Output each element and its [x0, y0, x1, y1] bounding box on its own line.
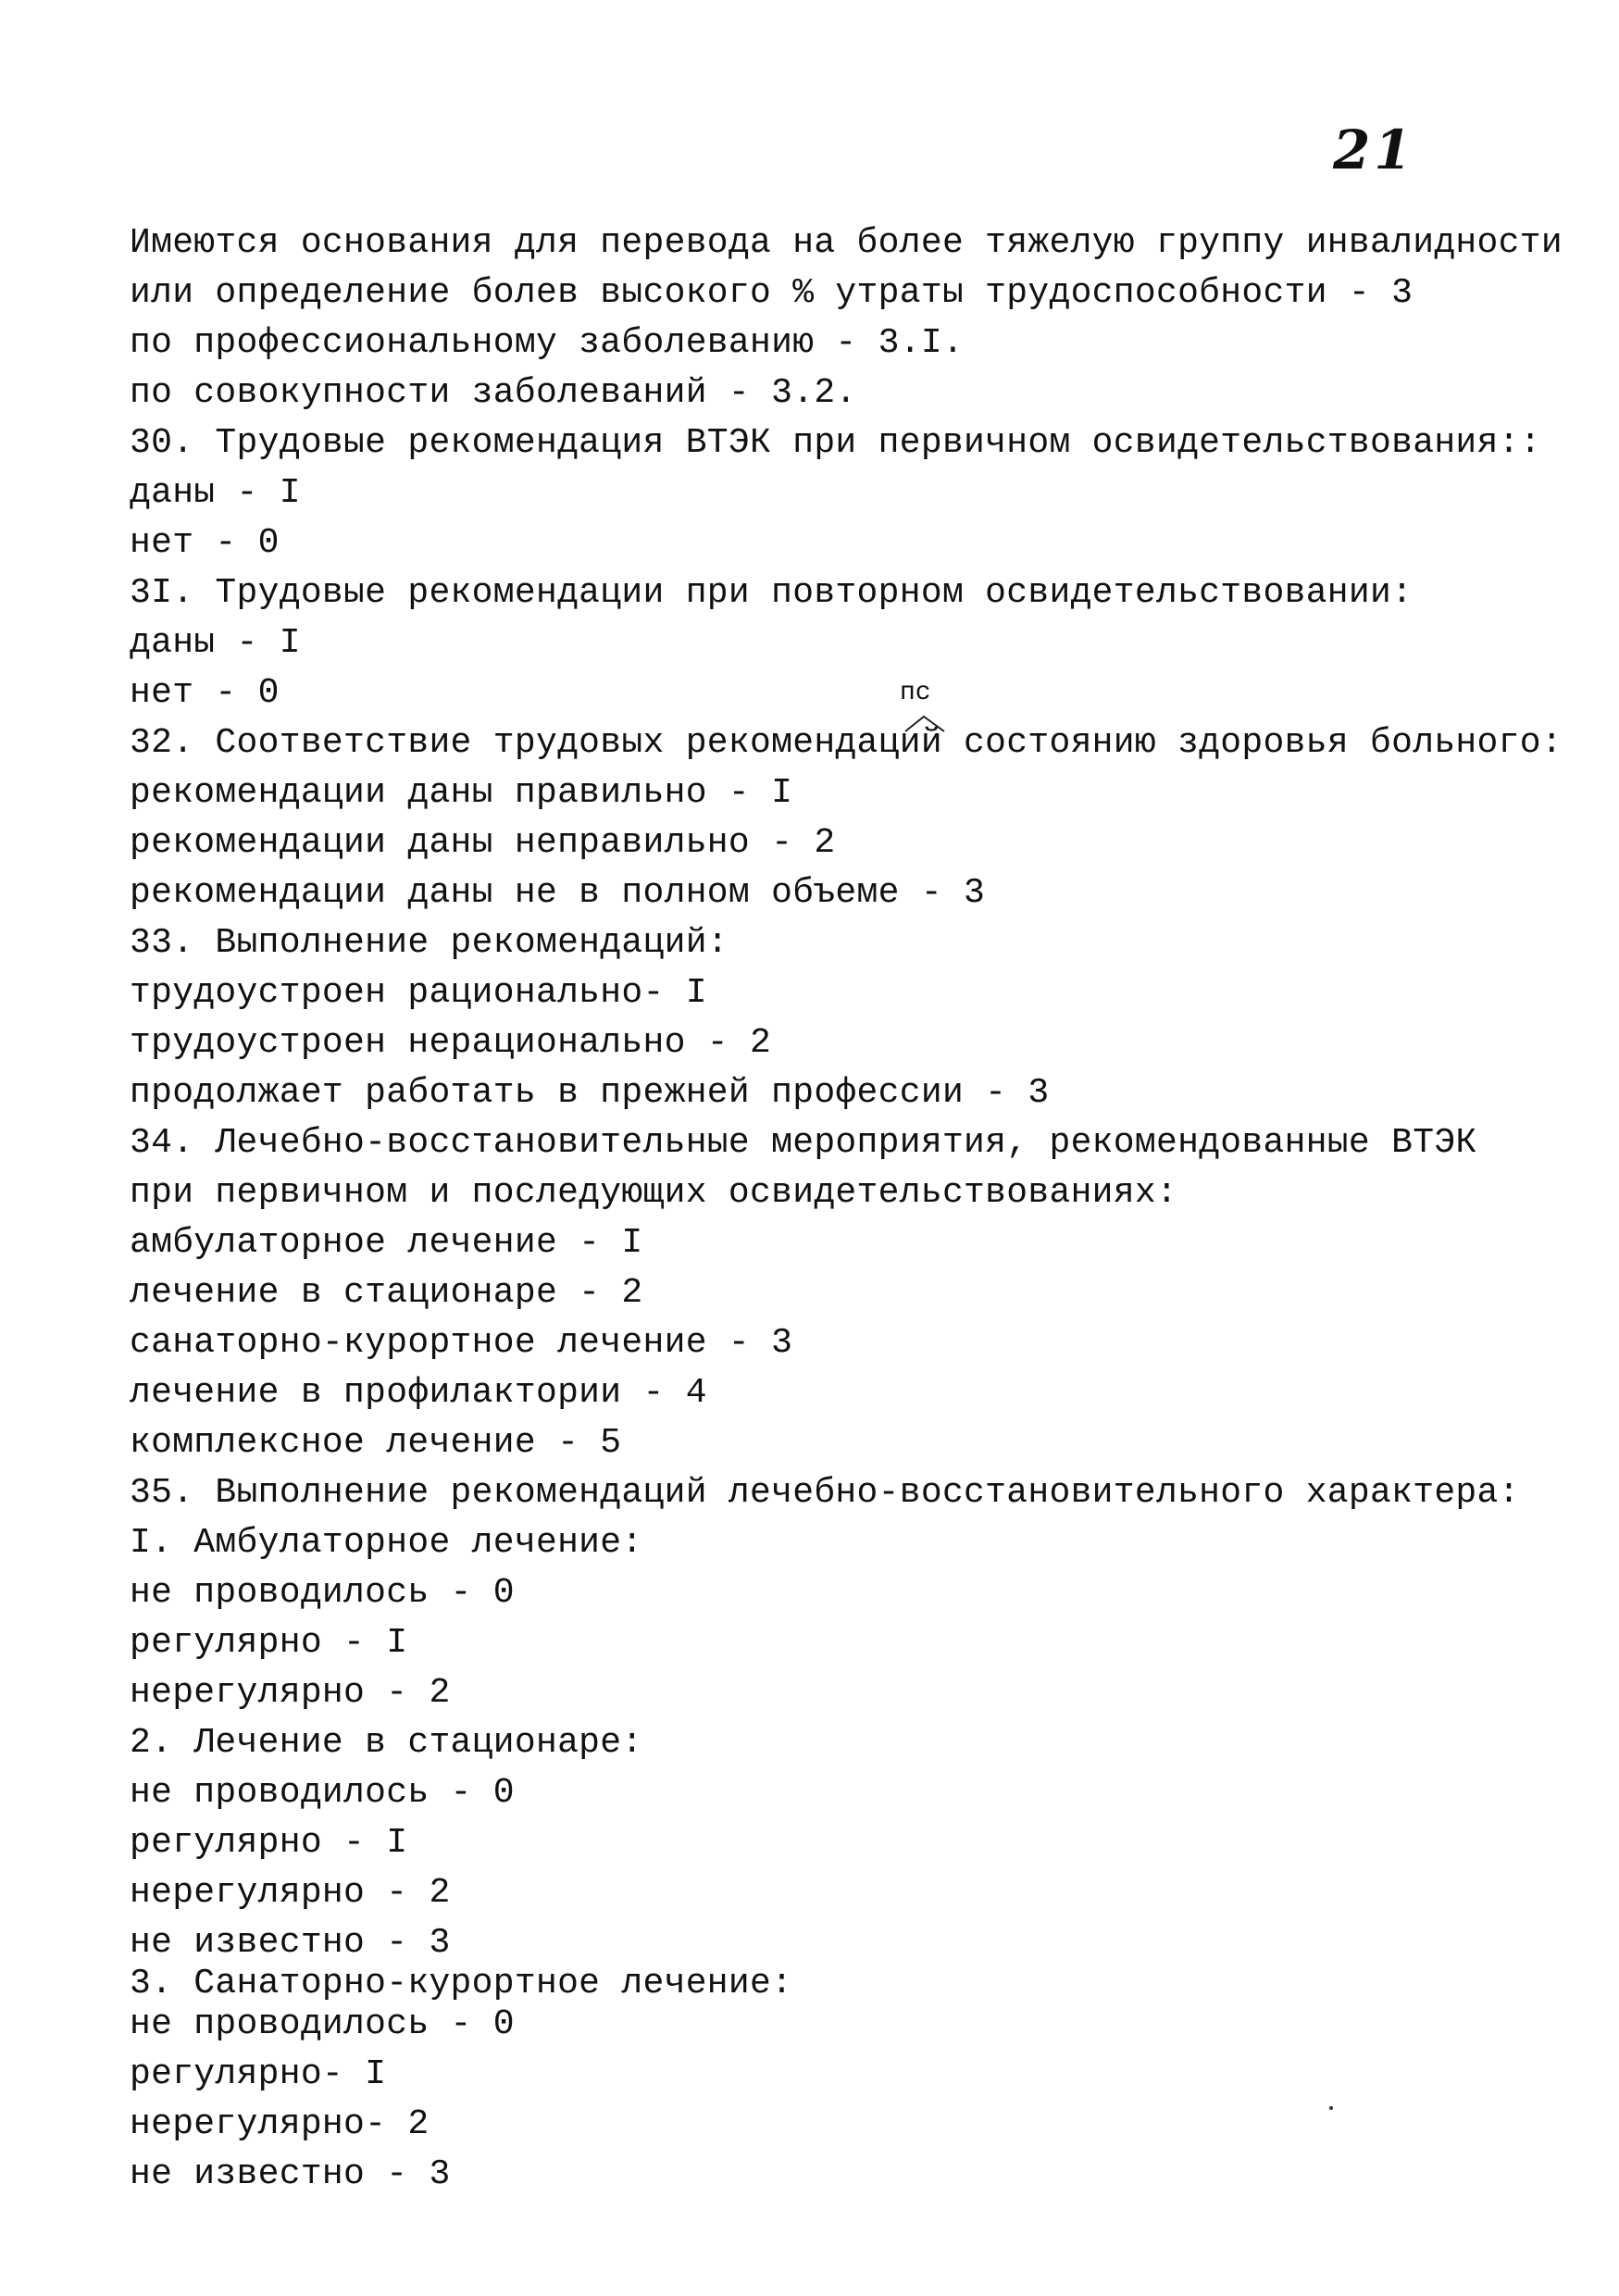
stray-dot-mark [1329, 2106, 1333, 2110]
text-line: нерегулярно - 2 [130, 1873, 451, 1913]
text-line: 35. Выполнение рекомендаций лечебно-восстановительного характера: [130, 1473, 1520, 1513]
text-line: 30. Трудовые рекомендация ВТЭК при первичном освидетельствования:: [130, 423, 1541, 463]
text-line: не проводилось - 0 [130, 1773, 515, 1813]
text-line: не известно - 3 [130, 2154, 451, 2194]
text-line: по профессиональному заболеванию - 3.I. [130, 323, 965, 363]
text-line: 2. Лечение в стационаре: [130, 1723, 643, 1763]
page-number: 21 [1333, 119, 1415, 181]
text-line: не известно - 3 [130, 1923, 451, 1963]
text-line: нет - 0 [130, 523, 280, 563]
text-line: 34. Лечебно-восстановительные мероприятия, рекомендованные ВТЭК [130, 1123, 1477, 1163]
text-line: 3I. Трудовые рекомендации при повторном освидетельствовании: [130, 573, 1414, 613]
text-line: нерегулярно - 2 [130, 1673, 451, 1713]
text-line: даны - I [130, 623, 301, 663]
handwritten-correction: пс [900, 679, 931, 707]
text-line: рекомендации даны не в полном объеме - 3 [130, 873, 986, 913]
text-line: продолжает работать в прежней профессии - 3 [130, 1073, 1050, 1113]
text-line: рекомендации даны правильно - I [130, 773, 793, 813]
text-line: санаторно-курортное лечение - 3 [130, 1323, 793, 1363]
text-line: амбулаторное лечение - I [130, 1223, 643, 1263]
text-line: 32. Соответствие трудовых рекомендаций состоянию здоровья больного: [130, 723, 1563, 763]
text-line: регулярно- I [130, 2054, 387, 2094]
text-line: I. Амбулаторное лечение: [130, 1523, 643, 1563]
text-line: Имеются основания для перевода на более тяжелую группу инвалидности [130, 223, 1563, 263]
text-line: нет - 0 [130, 673, 280, 713]
typewritten-text-block [130, 218, 1601, 2200]
text-line: регулярно - I [130, 1623, 408, 1663]
text-line: 3. Санаторно-курортное лечение: [130, 1964, 793, 2003]
text-line: лечение в стационаре - 2 [130, 1273, 643, 1313]
text-line: комплексное лечение - 5 [130, 1423, 622, 1463]
text-line: регулярно - I [130, 1823, 408, 1863]
text-line: рекомендации даны неправильно - 2 [130, 823, 836, 863]
text-line: трудоустроен рационально- I [130, 973, 707, 1013]
text-line: или определение болев высокого % утраты трудоспособности - 3 [130, 273, 1414, 313]
text-line: 33. Выполнение рекомендаций: [130, 923, 729, 963]
text-line: даны - I [130, 473, 301, 513]
text-line: трудоустроен нерационально - 2 [130, 1023, 772, 1063]
text-line: при первичном и последующих освидетельствованиях: [130, 1173, 1178, 1213]
text-line: не проводилось - 0 [130, 1573, 515, 1613]
text-line: по совокупности заболеваний - 3.2. [130, 373, 857, 413]
text-line: нерегулярно- 2 [130, 2104, 430, 2144]
text-line: не проводилось - 0 [130, 2004, 515, 2044]
text-line: лечение в профилактории - 4 [130, 1373, 707, 1413]
